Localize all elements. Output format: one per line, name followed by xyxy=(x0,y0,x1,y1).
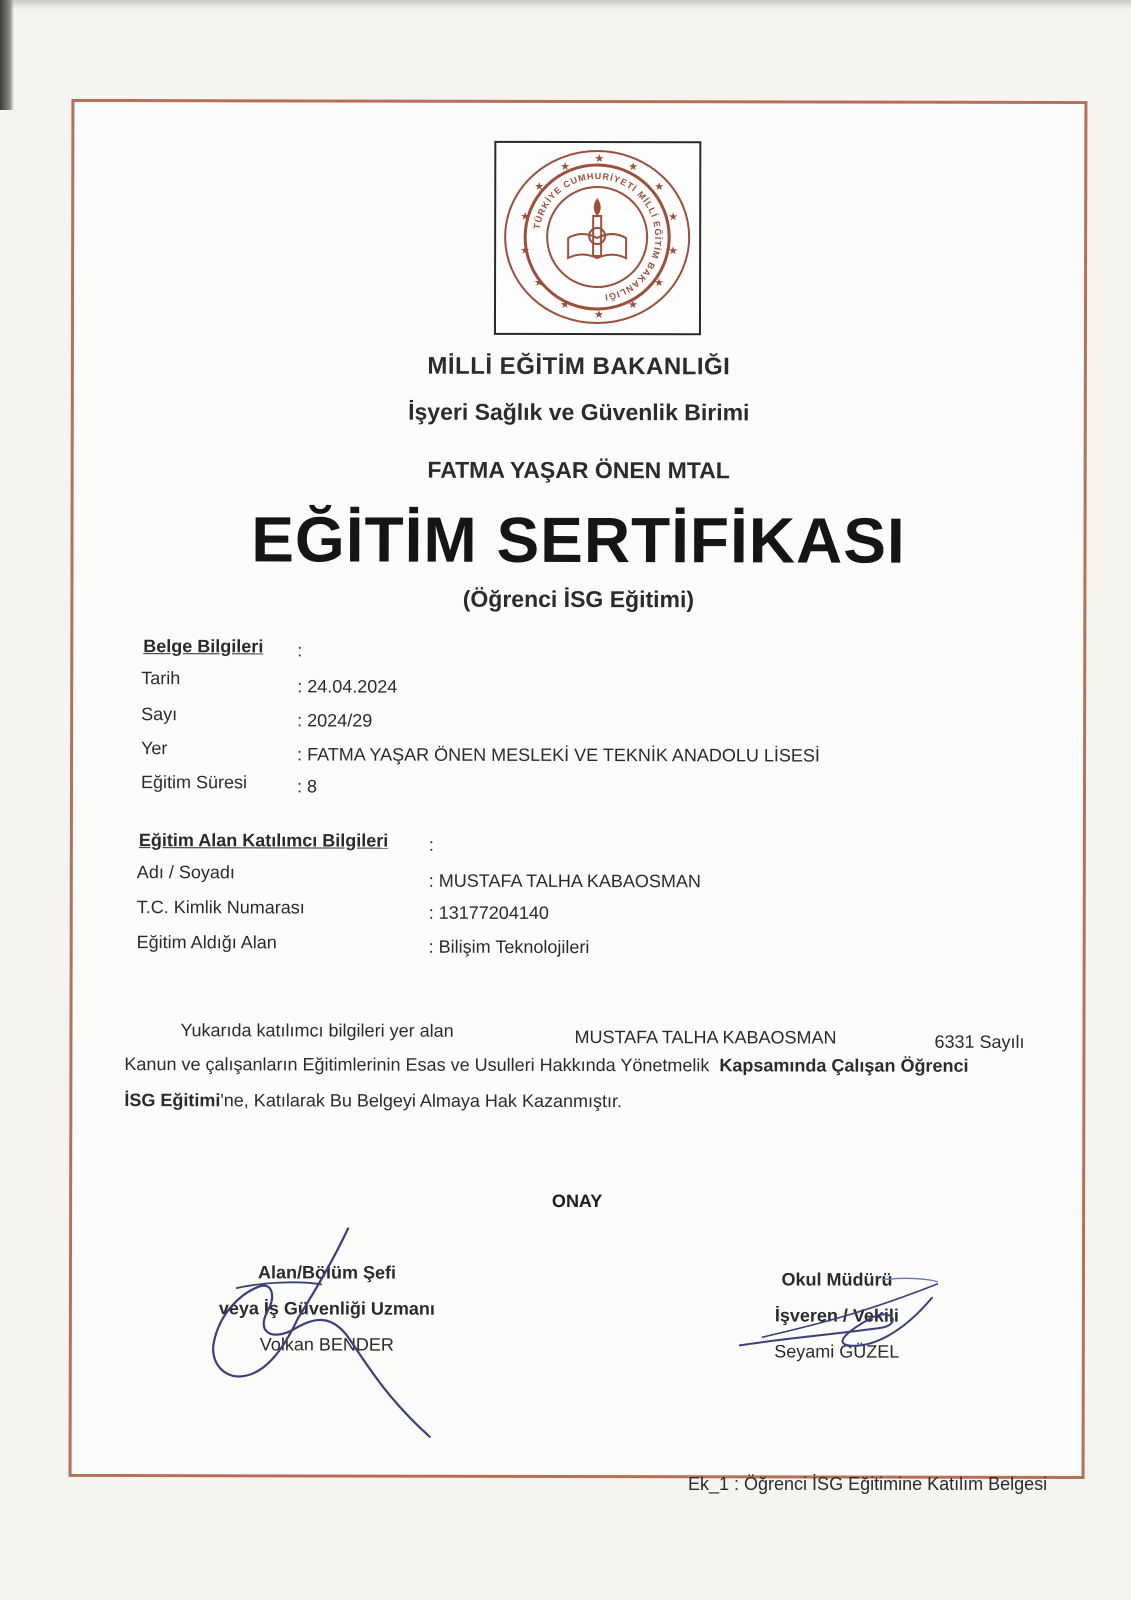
certificate-title: EĞİTİM SERTİFİKASI xyxy=(251,503,906,577)
approval-heading: ONAY xyxy=(551,1190,603,1212)
statement-law: 6331 Sayılı xyxy=(934,1031,1025,1052)
info-value: : 8 xyxy=(296,776,318,797)
svg-text:★: ★ xyxy=(560,160,571,173)
svg-text:★: ★ xyxy=(593,309,604,322)
participant-value: : MUSTAFA TALHA KABAOSMAN xyxy=(428,870,701,892)
participant-value: : Bilişim Teknolojileri xyxy=(428,936,590,958)
right-signatory-name: Seyami GÜZEL xyxy=(774,1341,900,1362)
heading-colon: : xyxy=(428,834,434,855)
info-label: Sayı xyxy=(141,704,178,725)
unit-heading: İşyeri Sağlık ve Güvenlik Birimi xyxy=(408,398,750,426)
info-value: : FATMA YAŞAR ÖNEN MESLEKİ VE TEKNİK ANADOLU LİSESİ xyxy=(297,744,820,766)
participant-value: : 13177204140 xyxy=(428,902,549,923)
statement-line2-bold: Kapsamında Çalışan Öğrenci xyxy=(719,1055,969,1076)
scan-corner-shadow xyxy=(0,0,14,110)
svg-text:★: ★ xyxy=(534,276,544,289)
svg-text:★: ★ xyxy=(534,180,545,193)
statement-line3-bold: İSG Eğitimi xyxy=(124,1090,221,1111)
left-signatory-name: Volkan BENDER xyxy=(259,1334,394,1355)
statement-name: MUSTAFA TALHA KABAOSMAN xyxy=(574,1026,837,1048)
info-value: : 2024/29 xyxy=(297,710,373,731)
info-value: : 24.04.2024 xyxy=(297,676,398,697)
svg-text:★: ★ xyxy=(654,181,665,194)
svg-text:★: ★ xyxy=(668,211,679,224)
statement-line3-rest: 'ne, Katılarak Bu Belgeyi Almaya Hak Kazanmıştır. xyxy=(220,1090,623,1112)
statement-line2 xyxy=(124,1054,968,1077)
svg-text:TÜRKİYE CUMHURİYETİ MİLLİ EĞİT: TÜRKİYE CUMHURİYETİ MİLLİ EĞİTİM BAKANLIĞI xyxy=(531,170,664,303)
heading-colon: : xyxy=(297,640,303,661)
annex-footer: Ek_1 : Öğrenci İSG Eğitimine Katılım Belgesi xyxy=(688,1474,1048,1494)
participant-label: Eğitim Aldığı Alan xyxy=(136,932,277,953)
statement-line2-normal: Kanun ve çalışanların Eğitimlerinin Esas ve Usulleri Hakkında Yönetmelik xyxy=(124,1054,710,1076)
left-signatory-subtitle: veya İş Güvenliği Uzmanı xyxy=(218,1298,435,1319)
certificate-frame xyxy=(69,99,1088,1479)
school-heading: FATMA YAŞAR ÖNEN MTAL xyxy=(427,456,730,484)
statement-intro: Yukarıda katılımcı bilgileri yer alan xyxy=(180,1020,454,1041)
svg-text:★: ★ xyxy=(668,245,679,258)
svg-text:★: ★ xyxy=(654,277,664,290)
document-info-heading: Belge Bilgileri xyxy=(143,636,264,657)
certificate-subtitle: (Öğrenci İSG Eğitimi) xyxy=(462,585,695,613)
seal-box xyxy=(494,141,701,335)
info-label: Tarih xyxy=(141,668,181,689)
statement-line3 xyxy=(124,1090,622,1112)
svg-text:★: ★ xyxy=(520,244,531,257)
right-signatory-subtitle: İşveren / Vekili xyxy=(774,1305,899,1326)
svg-text:★: ★ xyxy=(594,153,605,166)
scan-top-shadow xyxy=(0,0,1131,10)
left-signature-icon xyxy=(202,1222,442,1443)
svg-text:★: ★ xyxy=(628,299,638,312)
info-label: Eğitim Süresi xyxy=(140,772,248,793)
participant-label: Adı / Soyadı xyxy=(136,862,235,883)
svg-text:★: ★ xyxy=(520,210,531,223)
participant-info-heading: Eğitim Alan Katılımcı Bilgileri xyxy=(138,830,389,851)
right-signatory-title: Okul Müdürü xyxy=(781,1269,893,1290)
ministry-heading: MİLLİ EĞİTİM BAKANLIĞI xyxy=(427,352,731,381)
svg-text:★: ★ xyxy=(560,298,570,311)
left-signatory-title: Alan/Bölüm Şefi xyxy=(257,1262,397,1283)
ministry-seal-icon xyxy=(502,146,692,328)
svg-text:★: ★ xyxy=(628,161,639,174)
participant-label: T.C. Kimlik Numarası xyxy=(136,897,305,918)
right-signature-icon xyxy=(732,1247,952,1367)
info-label: Yer xyxy=(141,738,168,759)
